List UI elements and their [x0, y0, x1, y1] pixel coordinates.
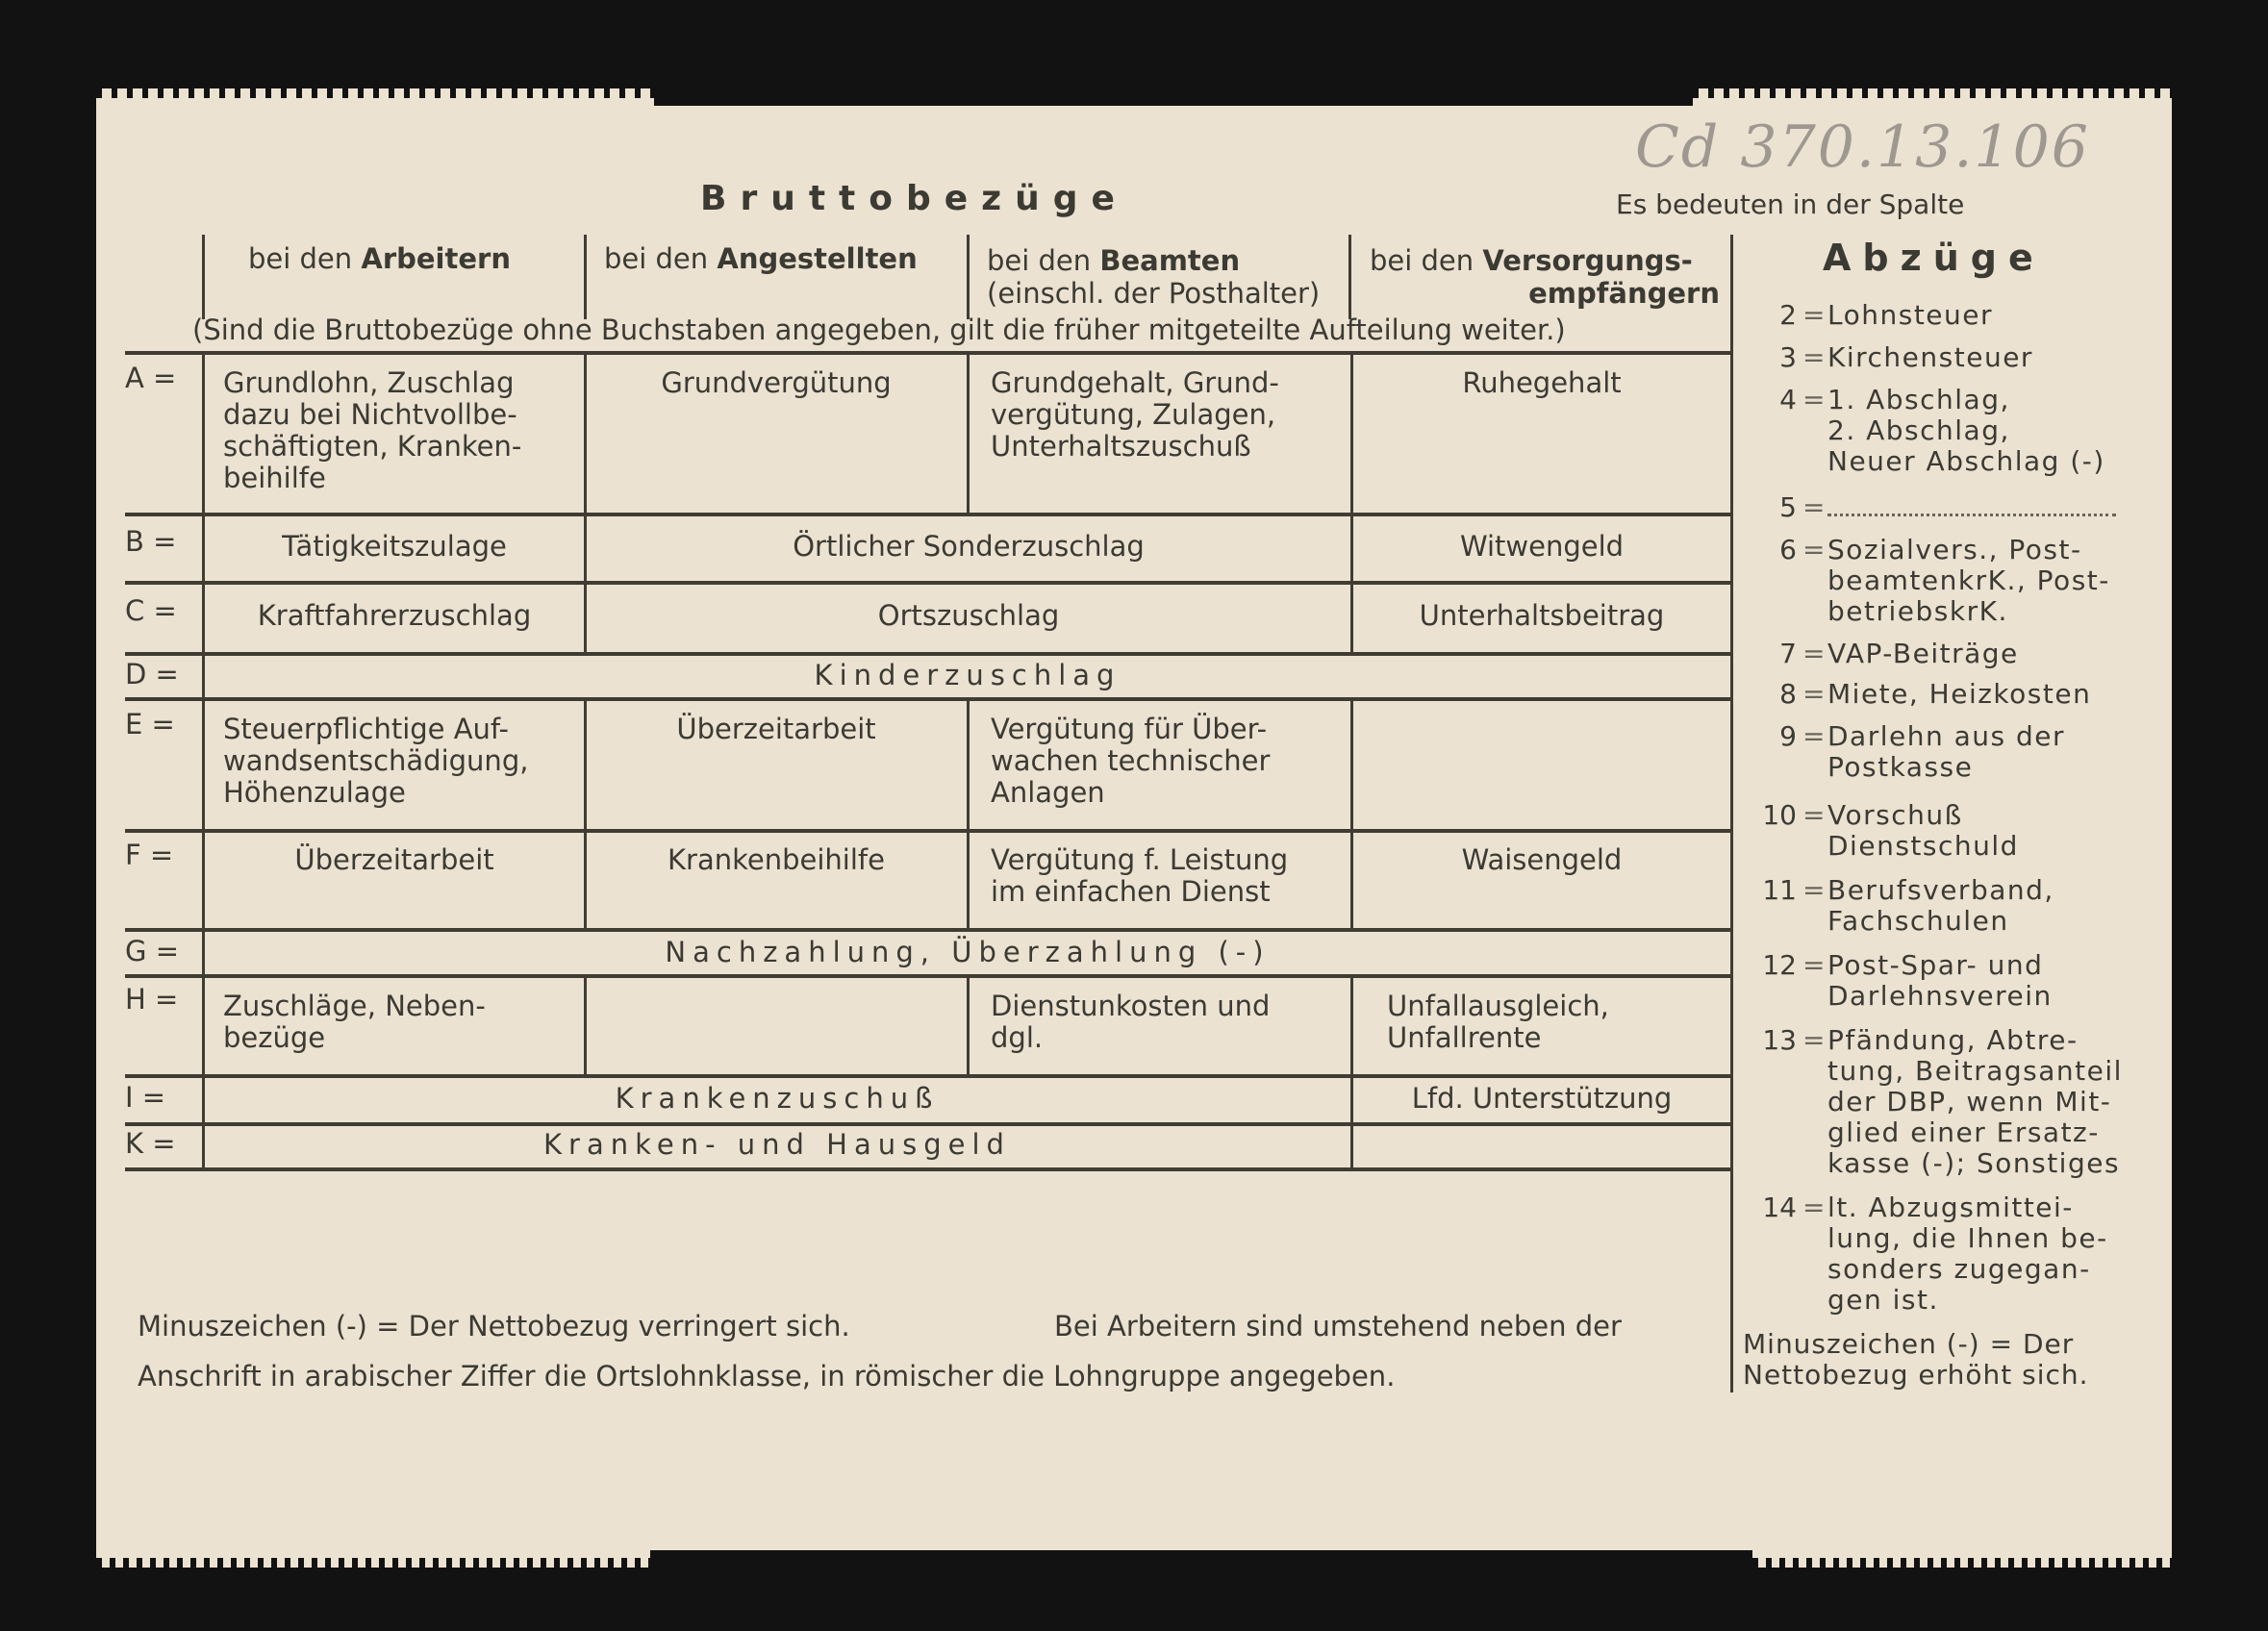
cell-e-beamte: Vergütung für Über- wachen technischer Anlagen	[991, 713, 1271, 809]
torn-edge-bottom	[650, 1550, 1752, 1571]
column-header-angestellte: bei den Angestellten	[604, 242, 918, 275]
perforation-top-left	[96, 85, 654, 98]
abzug-item: 13 = Pfändung, Abtre- tung, Beitragsanteil der DBP, wenn Mit- glied einer Ersatz- kasse (-); Sonstiges	[1762, 1024, 2123, 1179]
row-label-c: C =	[125, 594, 177, 627]
col-divider	[584, 351, 587, 513]
row-label-h: H =	[125, 983, 179, 1016]
row-divider	[125, 581, 1731, 585]
cell-d-all: Kinderzuschlag	[814, 659, 1121, 691]
cell-c-angestellte-beamte: Ortszuschlag	[877, 599, 1060, 632]
column-header-versorgungsempfaenger: bei den Versorgungs- empfängern	[1370, 244, 1720, 310]
cell-a-beamte: Grundgehalt, Grund- vergütung, Zulagen, Unterhaltszuschuß	[991, 366, 1279, 463]
abzug-item: 14 = lt. Abzugsmittei- lung, die Ihnen be- sonders zugegan- gen ist.	[1762, 1192, 2108, 1316]
abzug-item: 5 =	[1739, 492, 2135, 523]
cell-h-versorgung: Unfallausgleich, Unfallrente	[1387, 990, 1609, 1054]
blank-dotted-line	[1827, 496, 2116, 516]
abzuege-footer-note: Minuszeichen (-) = Der Nettobezug erhöht sich.	[1743, 1328, 2089, 1391]
column-header-beamte: bei den Beamten (einschl. der Posthalter)	[987, 244, 1321, 310]
cell-c-versorgung: Unterhaltsbeitrag	[1419, 599, 1665, 632]
cell-f-arbeiter: Überzeitarbeit	[294, 843, 494, 876]
col-divider	[584, 974, 587, 1074]
header-divider	[967, 235, 970, 319]
row-divider	[125, 974, 1731, 978]
cell-i-versorgung: Lfd. Unterstützung	[1411, 1082, 1673, 1115]
cell-a-arbeiter: Grundlohn, Zuschlag dazu bei Nichtvollbe- schäftigten, Kranken- beihilfe	[223, 366, 522, 494]
cell-b-arbeiter: Tätigkeitszulage	[282, 530, 507, 563]
table-note: (Sind die Bruttobezüge ohne Buchstaben angegeben, gilt die früher mitgeteilte Aufteilung weiter.)	[192, 314, 1566, 346]
header-divider	[584, 235, 587, 319]
label-column-divider	[202, 351, 205, 1170]
footer-arbeiter-note-cont: Anschrift in arabischer Ziffer die Ortslohnklasse, in römischer die Lohngruppe angegeben.	[138, 1360, 1396, 1393]
cell-k-arbeiter-angestellte-beamte: Kranken- und Hausgeld	[543, 1128, 1011, 1161]
col-divider	[584, 697, 587, 928]
col-divider	[584, 513, 587, 652]
title-bruttobezuege: Bruttobezüge	[700, 179, 1128, 218]
row-divider	[125, 351, 1731, 355]
abzuege-title: Abzüge	[1823, 237, 2045, 279]
row-label-d: D =	[125, 658, 179, 690]
cell-f-versorgung: Waisengeld	[1461, 843, 1623, 876]
abzug-item: 9 = Darlehn aus der Postkasse	[1779, 720, 2066, 783]
abzug-item: 8 = Miete, Heizkosten	[1779, 678, 2092, 710]
row-divider	[125, 1074, 1731, 1078]
col-divider	[1350, 697, 1353, 928]
cell-c-arbeiter: Kraftfahrerzuschlag	[257, 599, 532, 632]
cell-h-beamte: Dienstunkosten und dgl.	[991, 990, 1271, 1054]
row-divider	[125, 1167, 1731, 1171]
cell-a-versorgung: Ruhegehalt	[1462, 366, 1622, 399]
cell-b-angestellte-beamte: Örtlicher Sonderzuschlag	[793, 530, 1145, 563]
row-label-k: K =	[125, 1127, 176, 1160]
row-label-f: F =	[125, 839, 174, 871]
col-divider	[1350, 351, 1353, 652]
row-label-e: E =	[125, 708, 175, 740]
abzug-item: 7 = VAP-Beiträge	[1779, 638, 2019, 669]
abzug-item: 4 = 1. Abschlag, 2. Abschlag, Neuer Abschlag (-)	[1779, 384, 2105, 477]
col-divider	[967, 351, 970, 513]
col-divider	[967, 974, 970, 1074]
abzug-item: 12 = Post-Spar- und Darlehnsverein	[1762, 949, 2053, 1012]
col-divider	[967, 697, 970, 928]
column-header-arbeiter: bei den Arbeitern	[248, 242, 511, 275]
footer-minus-note: Minuszeichen (-) = Der Nettobezug verringert sich.	[138, 1310, 850, 1342]
row-label-g: G =	[125, 935, 179, 967]
legend-intro: Es bedeuten in der Spalte	[1616, 188, 1965, 220]
perforation-top-right	[1693, 85, 2172, 98]
cell-f-beamte: Vergütung f. Leistung im einfachen Dienst	[991, 843, 1289, 908]
cell-e-arbeiter: Steuerpflichtige Auf- wandsentschädigung, Höhenzulage	[223, 713, 529, 809]
cell-h-arbeiter: Zuschläge, Neben- bezüge	[223, 990, 486, 1054]
abzug-item: 3 = Kirchensteuer	[1779, 341, 2033, 373]
row-label-a: A =	[125, 362, 177, 394]
cell-b-versorgung: Witwengeld	[1459, 530, 1625, 563]
cell-f-angestellte: Krankenbeihilfe	[668, 843, 885, 876]
perforation-bottom-left	[96, 1558, 650, 1571]
cell-a-angestellte: Grundvergütung	[661, 366, 892, 399]
cell-i-arbeiter-angestellte-beamte: Krankenzuschuß	[615, 1082, 940, 1115]
perforation-bottom-right	[1752, 1558, 2172, 1571]
row-divider	[125, 513, 1731, 516]
header-divider	[202, 235, 205, 319]
header-divider	[1348, 235, 1351, 319]
row-divider	[125, 1122, 1731, 1126]
abzug-item: 2 = Lohnsteuer	[1779, 299, 1994, 331]
row-label-i: I =	[125, 1081, 166, 1114]
col-divider	[1350, 974, 1353, 1170]
abzug-item: 6 = Sozialvers., Post- beamtenkrK., Post- betriebskrK.	[1779, 534, 2110, 627]
abzug-item: 11 = Berufsverband, Fachschulen	[1762, 874, 2054, 937]
row-divider	[125, 829, 1731, 833]
row-divider	[125, 928, 1731, 932]
abzug-item: 10 = Vorschuß Dienstschuld	[1762, 799, 2019, 862]
footer-arbeiter-note: Bei Arbeitern sind umstehend neben der	[1054, 1310, 1622, 1342]
cell-g-all: Nachzahlung, Überzahlung (-)	[665, 936, 1271, 968]
torn-edge-top	[654, 88, 1693, 106]
archive-number: Cd 370.13.106	[1635, 113, 2090, 181]
row-divider	[125, 697, 1731, 701]
cell-e-angestellte: Überzeitarbeit	[676, 713, 876, 745]
row-divider	[125, 652, 1731, 656]
row-label-b: B =	[125, 525, 177, 558]
abzuege-divider	[1730, 235, 1733, 1393]
